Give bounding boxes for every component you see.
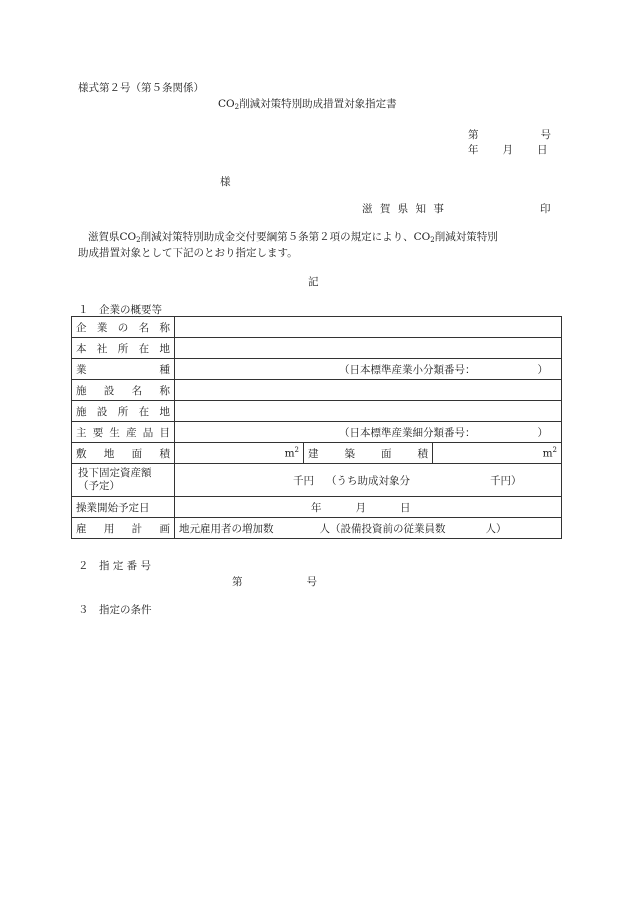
persons-close: 人） (485, 522, 507, 535)
designation-number (232, 574, 317, 589)
body-text-c: 削減対策特別 (434, 231, 498, 243)
value-investment[interactable] (175, 464, 562, 497)
site-area-unit: m (284, 447, 295, 460)
value-site-area[interactable] (175, 443, 304, 464)
table-row (72, 338, 562, 359)
value-facility-location[interactable] (175, 401, 562, 422)
table-row (72, 497, 562, 518)
start-day: 日 (400, 501, 411, 514)
addressee-honorific: 様 (220, 176, 231, 188)
value-main-product[interactable] (175, 422, 562, 443)
date-month: 月 (502, 144, 513, 156)
date-year: 年 (468, 144, 479, 156)
label-employment-plan: 雇用計画 (72, 518, 175, 539)
company-overview-table (71, 316, 562, 539)
document-number-line (468, 127, 551, 142)
designation-dai: 第 (232, 576, 243, 588)
body-sub-b: 2 (430, 236, 435, 244)
label-industry: 業種 (72, 359, 175, 380)
table-row (72, 518, 562, 539)
investment-line-1: 投下固定資産額 (78, 467, 152, 479)
table-row (72, 443, 562, 464)
start-year: 年 (311, 501, 322, 514)
building-area-unit: m (542, 447, 553, 460)
product-code-note: （日本標準産業細分類番号： (339, 426, 476, 439)
start-month: 月 (355, 501, 366, 514)
label-facility-location: 施設所在地 (72, 401, 175, 422)
label-facility-name: 施設名称 (72, 380, 175, 401)
number-go: 号 (540, 129, 551, 141)
value-building-area[interactable] (433, 443, 562, 464)
value-start-date[interactable] (175, 497, 562, 518)
table-row (72, 317, 562, 338)
title-co: CO (218, 98, 235, 110)
section-2-heading: ２ 指 定 番 号 (78, 560, 152, 572)
form-number: 様式第２号（第５条関係） (78, 82, 204, 94)
value-company-name[interactable] (175, 317, 562, 338)
industry-close-paren: ） (537, 363, 548, 376)
label-building-area: 建築面積 (304, 443, 433, 464)
body-sub-a: 2 (136, 236, 141, 244)
label-head-office: 本社所在地 (72, 338, 175, 359)
section-1-heading: １ 企業の概要等 (78, 304, 162, 316)
table-row (72, 401, 562, 422)
section-3-heading: ３ 指定の条件 (78, 604, 152, 616)
body-text-b: 削減対策特別助成金交付要綱第５条第２項の規定により、CO (140, 231, 431, 243)
local-hires-label: 地元雇用者の増加数 (179, 522, 274, 535)
investment-unit: 千円 (293, 474, 314, 487)
product-close-paren: ） (537, 426, 548, 439)
body-paragraph-line-1 (88, 229, 498, 244)
label-site-area: 敷地面積 (72, 443, 175, 464)
body-text-a: 滋賀県CO (88, 231, 137, 243)
document-title (218, 96, 397, 111)
label-start-date: 操業開始予定日 (72, 497, 175, 518)
number-dai: 第 (468, 129, 479, 141)
building-area-unit-sup: 2 (552, 446, 557, 455)
body-paragraph-line-2: 助成措置対象として下記のとおり指定します。 (78, 247, 298, 259)
value-industry[interactable] (175, 359, 562, 380)
subsidy-part-unit: 千円） (490, 474, 522, 487)
table-row (72, 380, 562, 401)
seal-mark: 印 (540, 203, 551, 215)
subsidy-part-label: （うち助成対象分 (326, 474, 410, 487)
industry-code-note: （日本標準産業小分類番号： (339, 363, 476, 376)
date-day: 日 (537, 144, 548, 156)
value-employment-plan[interactable] (175, 518, 562, 539)
ki-heading: 記 (308, 276, 319, 288)
persons-label: 人（設備投資前の従業員数 (319, 522, 446, 535)
issuer-governor: 滋 賀 県 知 事 (362, 203, 446, 215)
table-row (72, 422, 562, 443)
designation-go: 号 (306, 576, 317, 588)
issue-date-line (468, 142, 548, 157)
label-main-product: 主要生産品目 (72, 422, 175, 443)
table-row (72, 359, 562, 380)
table-row (72, 464, 562, 497)
title-subscript: 2 (234, 103, 240, 111)
value-facility-name[interactable] (175, 380, 562, 401)
title-rest: 削減対策特別助成措置対象指定書 (239, 98, 397, 110)
investment-line-2: （予定） (78, 480, 120, 492)
site-area-unit-sup: 2 (294, 446, 299, 455)
value-head-office[interactable] (175, 338, 562, 359)
label-company-name: 企業の名称 (72, 317, 175, 338)
label-investment (72, 464, 175, 497)
